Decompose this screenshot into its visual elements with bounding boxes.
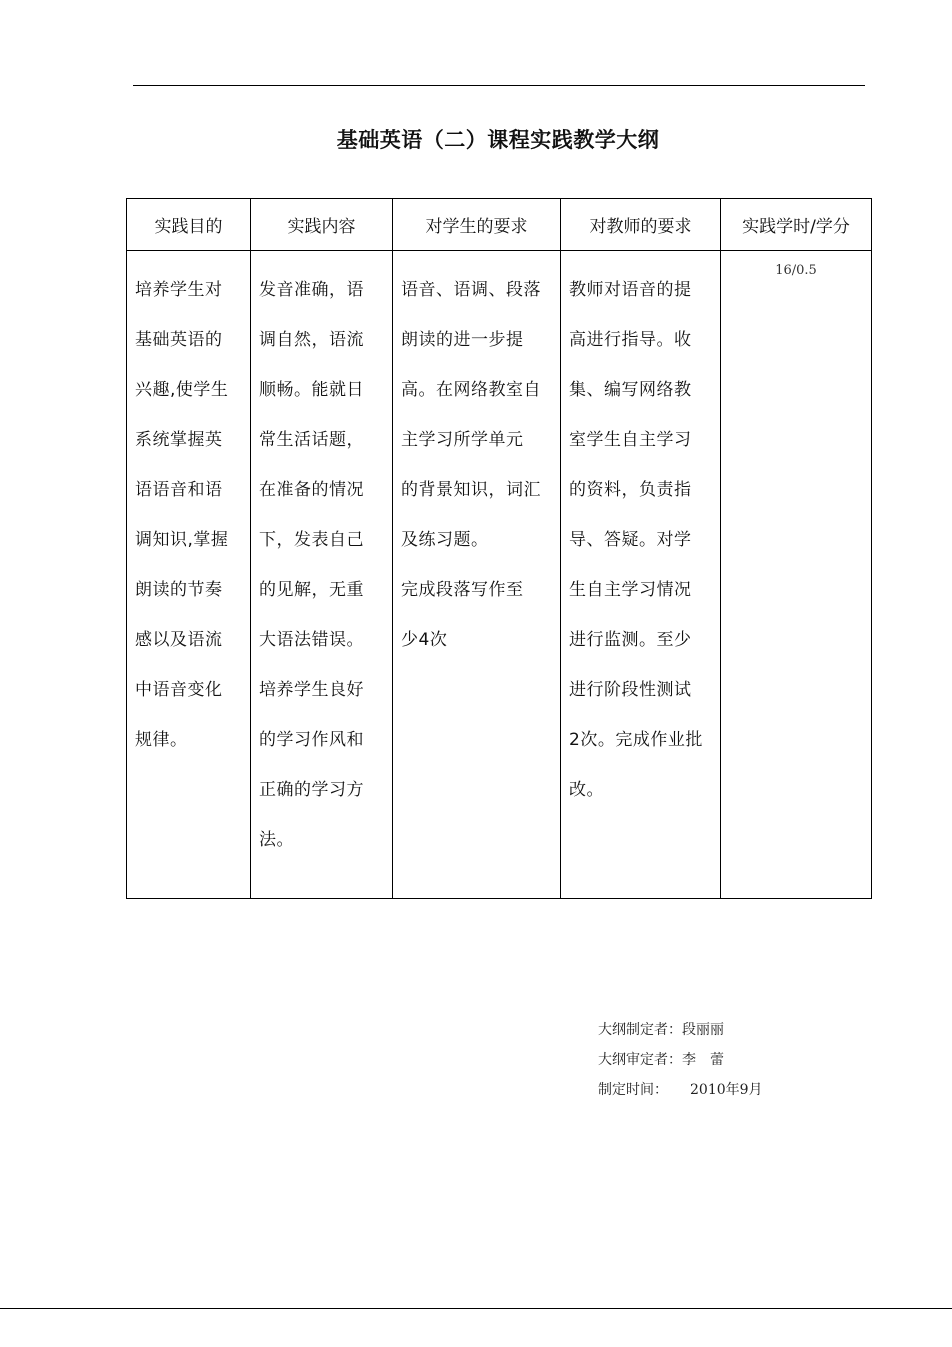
student-requirement-line: 朗读的进一步提 bbox=[401, 330, 524, 350]
purpose-line: 基础英语的 bbox=[135, 330, 223, 350]
purpose-line: 感以及语流 bbox=[135, 630, 223, 650]
maker-row bbox=[598, 1015, 763, 1045]
teacher-requirement-line: 集、编写网络教 bbox=[569, 380, 692, 400]
content-line: 法。 bbox=[259, 830, 294, 850]
header-teacher-requirements: 对教师的要求 bbox=[561, 199, 721, 251]
header-content: 实践内容 bbox=[251, 199, 393, 251]
maker-name: 段丽丽 bbox=[682, 1022, 724, 1038]
student-requirement-line: 及练习题。 bbox=[401, 530, 489, 550]
teacher-requirement-line: 教师对语音的提 bbox=[569, 280, 692, 300]
content-line: 的见解，无重 bbox=[259, 580, 364, 600]
content-line: 顺畅。能就日 bbox=[259, 380, 364, 400]
teacher-requirement-line: 室学生自主学习 bbox=[569, 430, 692, 450]
reviewer-label: 大纲审定者： bbox=[598, 1052, 682, 1068]
content-line: 正确的学习方 bbox=[259, 780, 364, 800]
syllabus-table bbox=[126, 198, 872, 899]
footer-rule bbox=[0, 1308, 952, 1309]
header-rule bbox=[133, 85, 865, 86]
purpose-line: 中语音变化 bbox=[135, 680, 223, 700]
hours-credits-cell bbox=[721, 251, 872, 899]
teacher-requirement-line: 高进行指导。收 bbox=[569, 330, 692, 350]
teacher-requirement-line: 进行阶段性测试 bbox=[569, 680, 692, 700]
content-line: 培养学生良好 bbox=[259, 680, 364, 700]
content-line: 常生活话题， bbox=[259, 430, 364, 450]
content-line: 的学习作风和 bbox=[259, 730, 364, 750]
purpose-line: 兴趣,使学生 bbox=[135, 380, 229, 400]
student-requirements-cell bbox=[393, 251, 561, 899]
reviewer-row bbox=[598, 1045, 763, 1075]
purpose-line: 规律。 bbox=[135, 730, 188, 750]
table-row bbox=[127, 251, 872, 899]
teacher-requirement-line: 导、答疑。对学 bbox=[569, 530, 692, 550]
student-requirement-line: 完成段落写作至 bbox=[401, 580, 524, 600]
header-hours-credits: 实践学时/学分 bbox=[721, 199, 872, 251]
content-line: 在准备的情况 bbox=[259, 480, 364, 500]
student-requirement-line: 主学习所学单元 bbox=[401, 430, 524, 450]
teacher-requirement-line: 2次。完成作业批 bbox=[569, 730, 703, 750]
content-line: 下，发表自己 bbox=[259, 530, 364, 550]
purpose-line: 调知识,掌握 bbox=[135, 530, 229, 550]
header-student-requirements: 对学生的要求 bbox=[393, 199, 561, 251]
table-header-row bbox=[127, 199, 872, 251]
content-line: 调自然，语流 bbox=[259, 330, 364, 350]
student-requirement-line: 的背景知识，词汇 bbox=[401, 480, 541, 500]
content-cell bbox=[251, 251, 393, 899]
teacher-requirement-line: 进行监测。至少 bbox=[569, 630, 692, 650]
teacher-requirement-line: 的资料，负责指 bbox=[569, 480, 692, 500]
student-requirement-line: 少4次 bbox=[401, 630, 448, 650]
student-requirement-line: 高。在网络教室自 bbox=[401, 380, 541, 400]
teacher-requirement-line: 改。 bbox=[569, 780, 604, 800]
purpose-line: 语语音和语 bbox=[135, 480, 223, 500]
student-requirement-line: 语音、语调、段落 bbox=[401, 280, 541, 300]
purpose-cell bbox=[127, 251, 251, 899]
purpose-line: 系统掌握英 bbox=[135, 430, 223, 450]
signature-block bbox=[598, 1015, 763, 1105]
time-value: 2010年9月 bbox=[690, 1082, 763, 1098]
purpose-line: 朗读的节奏 bbox=[135, 580, 223, 600]
content-line: 大语法错误。 bbox=[259, 630, 364, 650]
teacher-requirements-cell bbox=[561, 251, 721, 899]
header-purpose: 实践目的 bbox=[127, 199, 251, 251]
maker-label: 大纲制定者： bbox=[598, 1022, 682, 1038]
document-title: 基础英语（二）课程实践教学大纲 bbox=[336, 128, 660, 152]
purpose-line: 培养学生对 bbox=[135, 280, 223, 300]
time-label: 制定时间： bbox=[598, 1082, 668, 1098]
content-line: 发音准确，语 bbox=[259, 280, 364, 300]
credit-value: 16/0.5 bbox=[775, 263, 817, 278]
teacher-requirement-line: 生自主学习情况 bbox=[569, 580, 692, 600]
reviewer-name: 李 蕾 bbox=[682, 1052, 724, 1068]
time-row bbox=[598, 1075, 763, 1105]
